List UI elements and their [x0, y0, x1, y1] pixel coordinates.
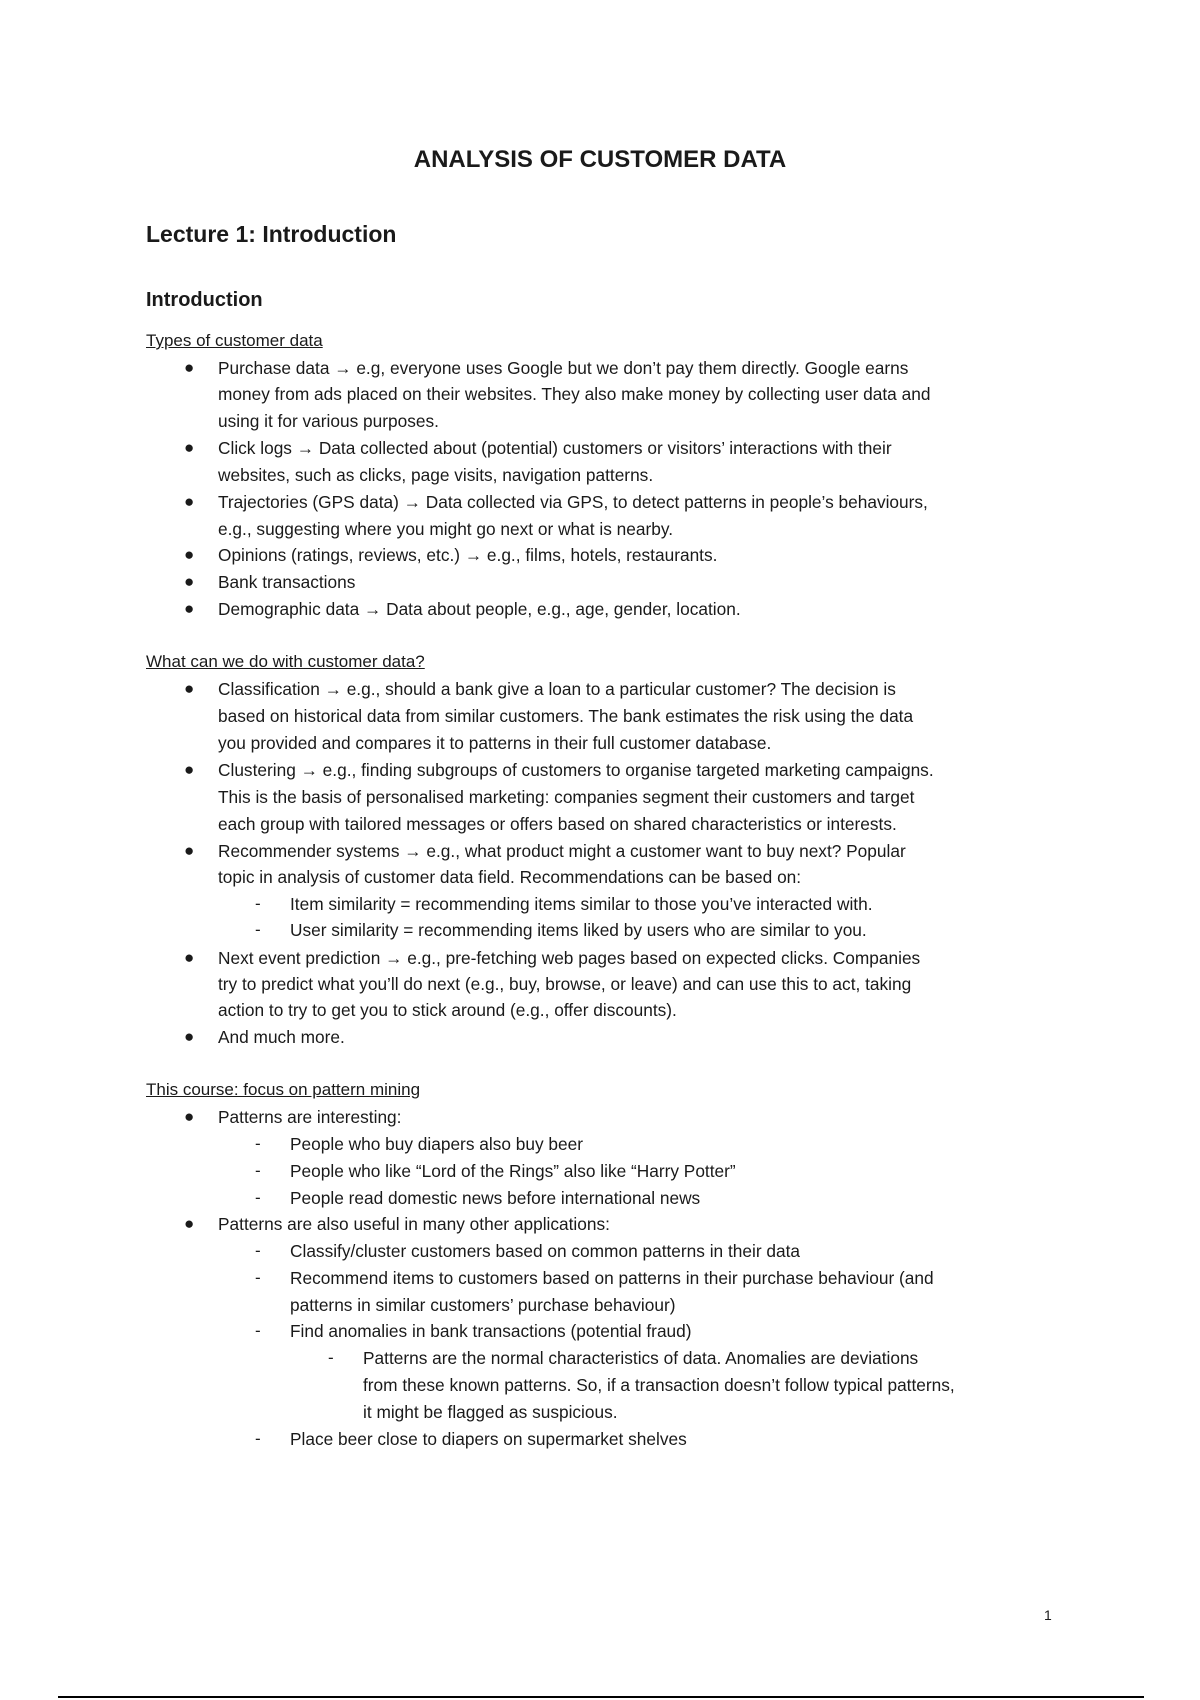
bullet-icon: ● — [184, 948, 195, 967]
list-item-line: based on historical data from similar customers. The bank estimates the risk using the data — [218, 706, 914, 726]
document-title: ANALYSIS OF CUSTOMER DATA — [413, 146, 787, 173]
list-item-line: Patterns are also useful in many other applications: — [218, 1214, 610, 1234]
dash-icon: - — [255, 1268, 261, 1287]
bullet-icon: ● — [184, 492, 195, 511]
sub-item-line: People who buy diapers also buy beer — [290, 1134, 584, 1154]
list-item-line: action to try to get you to stick around (e.g., offer discounts). — [218, 1000, 677, 1020]
list-item-line: try to predict what you’ll do next (e.g., buy, browse, or leave) and can use this to act, taking — [218, 974, 912, 994]
bullet-icon: ● — [184, 545, 195, 564]
lecture-heading: Lecture 1: Introduction — [146, 221, 397, 247]
dash-icon: - — [255, 1188, 261, 1207]
bullet-icon: ● — [184, 841, 195, 860]
list-item-line: And much more. — [218, 1027, 345, 1047]
list-item-line: Patterns are interesting: — [218, 1107, 402, 1127]
list-item-line: Purchase data → e.g, everyone uses Google but we don’t pay them directly. Google earns — [218, 358, 909, 378]
bullet-icon: ● — [184, 1107, 195, 1126]
bullet-icon: ● — [184, 1027, 195, 1046]
bullet-icon: ● — [184, 438, 195, 457]
list-item-line: money from ads placed on their websites. They also make money by collecting user data and — [218, 384, 931, 404]
pattern-mining-label: This course: focus on pattern mining — [146, 1080, 421, 1099]
sub-item-line: Find anomalies in bank transactions (potential fraud) — [290, 1321, 692, 1341]
bullet-icon: ● — [184, 679, 195, 698]
list-item-line: each group with tailored messages or offers based on shared characteristics or interests. — [218, 814, 897, 834]
sub-sub-item-line: Patterns are the normal characteristics of data. Anomalies are deviations — [363, 1348, 919, 1368]
list-item-line: you provided and compares it to patterns in their full customer database. — [218, 733, 772, 753]
sub-sub-item-line: it might be flagged as suspicious. — [363, 1402, 618, 1422]
page-number: 1 — [1044, 1607, 1052, 1623]
list-item-line: Clustering → e.g., finding subgroups of customers to organise targeted marketing campaigns. — [218, 760, 934, 780]
sub-item-line: User similarity = recommending items liked by users who are similar to you. — [290, 920, 867, 940]
list-item-line: Opinions (ratings, reviews, etc.) → e.g., films, hotels, restaurants. — [218, 545, 718, 565]
sub-item-line: People who like “Lord of the Rings” also like “Harry Potter” — [290, 1161, 736, 1181]
list-item-line: websites, such as clicks, page visits, navigation patterns. — [218, 465, 654, 485]
bullet-icon: ● — [184, 572, 195, 591]
list-item-line: Trajectories (GPS data) → Data collected via GPS, to detect patterns in people’s behaviours, — [218, 492, 928, 512]
sub-sub-item-line: from these known patterns. So, if a transaction doesn’t follow typical patterns, — [363, 1375, 955, 1395]
dash-icon: - — [328, 1348, 334, 1367]
bullet-icon: ● — [184, 599, 195, 618]
list-item-line: topic in analysis of customer data field. Recommendations can be based on: — [218, 867, 802, 887]
list-item-line: using it for various purposes. — [218, 411, 439, 431]
dash-icon: - — [255, 1241, 261, 1260]
bullet-icon: ● — [184, 1214, 195, 1233]
what-can-we-do-label: What can we do with customer data? — [146, 652, 425, 671]
dash-icon: - — [255, 894, 261, 913]
section-heading: Introduction — [146, 289, 263, 311]
sub-item-line: patterns in similar customers’ purchase behaviour) — [290, 1295, 676, 1315]
bullet-icon: ● — [184, 760, 195, 779]
bullet-icon: ● — [184, 358, 195, 377]
list-item-line: Click logs → Data collected about (potential) customers or visitors’ interactions with their — [218, 438, 892, 458]
footer-rule — [58, 1696, 1144, 1698]
dash-icon: - — [255, 1134, 261, 1153]
dash-icon: - — [255, 920, 261, 939]
dash-icon: - — [255, 1429, 261, 1448]
list-item-line: Classification → e.g., should a bank give a loan to a particular customer? The decision is — [218, 679, 896, 699]
list-item-line: This is the basis of personalised marketing: companies segment their customers and target — [218, 787, 915, 807]
dash-icon: - — [255, 1321, 261, 1340]
sub-item-line: People read domestic news before international news — [290, 1188, 701, 1208]
list-item-line: Demographic data → Data about people, e.g., age, gender, location. — [218, 599, 741, 619]
sub-item-line: Classify/cluster customers based on common patterns in their data — [290, 1241, 801, 1261]
dash-icon: - — [255, 1161, 261, 1180]
types-of-customer-data-label: Types of customer data — [146, 331, 323, 350]
list-item-line: e.g., suggesting where you might go next or what is nearby. — [218, 519, 674, 539]
sub-item-line: Item similarity = recommending items similar to those you’ve interacted with. — [290, 894, 873, 914]
list-item-line: Recommender systems → e.g., what product might a customer want to buy next? Popular — [218, 841, 906, 861]
list-item-line: Bank transactions — [218, 572, 356, 592]
sub-item-line: Place beer close to diapers on supermarket shelves — [290, 1429, 687, 1449]
sub-item-line: Recommend items to customers based on patterns in their purchase behaviour (and — [290, 1268, 934, 1288]
list-item-line: Next event prediction → e.g., pre-fetching web pages based on expected clicks. Companies — [218, 948, 921, 968]
